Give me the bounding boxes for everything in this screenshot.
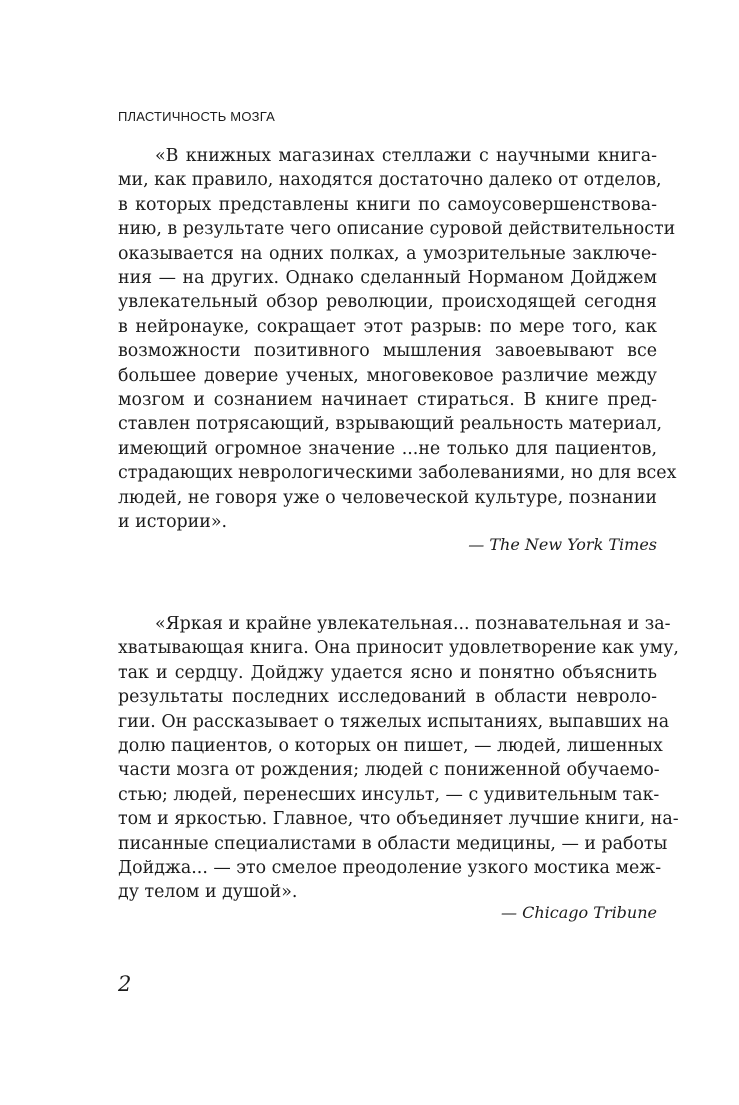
quote-line: возможности позитивного мышления завоевывают все bbox=[118, 341, 657, 362]
quote-line: хватывающая книга. Она приносит удовлетворение как уму, bbox=[118, 638, 679, 659]
quote-line: так и сердцу. Дойджу удается ясно и понятно объяснить bbox=[118, 662, 657, 683]
quote-line: и истории». bbox=[118, 512, 228, 533]
quote-line: ставлен потрясающий, взрывающий реальность материал, bbox=[118, 414, 663, 435]
quote-line: увлекательный обзор революции, происходящей сегодня bbox=[118, 292, 657, 313]
quote-line: большее доверие ученых, многовековое различие между bbox=[118, 365, 657, 386]
quote-line: гии. Он рассказывает о тяжелых испытаниях, выпавших на bbox=[118, 711, 670, 732]
attribution-chicago-tribune: — Chicago Tribune bbox=[501, 903, 657, 922]
quote-line: оказывается на одних полках, а умозрительные заключе- bbox=[118, 243, 657, 264]
quote-line: мозгом и сознанием начинает стираться. В книге пред- bbox=[118, 390, 657, 411]
running-head: ПЛАСТИЧНОСТЬ МОЗГА bbox=[118, 109, 275, 124]
quote-line: ду телом и душой». bbox=[118, 882, 298, 903]
quote-line: людей, не говоря уже о человеческой культуре, познании bbox=[118, 487, 657, 508]
page-number: 2 bbox=[118, 972, 132, 996]
review-quote-nyt bbox=[118, 144, 677, 535]
quote-line: «Яркая и крайне увлекательная... познавательная и за- bbox=[155, 614, 671, 634]
quote-line: в которых представлены книги по самоусовершенствова- bbox=[118, 194, 657, 215]
quote-line: том и яркостью. Главное, что объединяет лучшие книги, на- bbox=[118, 809, 679, 830]
quote-line: ния — на других. Однако сделанный Норманом Дойджем bbox=[118, 268, 657, 289]
review-quote-chicago-tribune bbox=[118, 612, 679, 905]
quote-line: результаты последних исследований в области невроло- bbox=[118, 687, 657, 708]
attribution-nyt: — The New York Times bbox=[468, 535, 657, 554]
quote-line: Дойджа... — это смелое преодоление узкого мостика меж- bbox=[118, 858, 662, 879]
quote-line: в нейронауке, сокращает этот разрыв: по мере того, как bbox=[118, 316, 657, 337]
quote-line: писанные специалистами в области медицины, — и работы bbox=[118, 833, 668, 854]
quote-line: долю пациентов, о которых он пишет, — людей, лишенных bbox=[118, 736, 663, 757]
quote-line: части мозга от рождения; людей с пониженной обучаемо- bbox=[118, 760, 660, 781]
quote-line: страдающих неврологическими заболеваниями, но для всех bbox=[118, 463, 677, 484]
quote-line: нию, в результате чего описание суровой действительности bbox=[118, 219, 676, 240]
quote-line: ми, как правило, находятся достаточно далеко от отделов, bbox=[118, 170, 662, 191]
quote-line: стью; людей, перенесших инсульт, — с удивительным так- bbox=[118, 784, 660, 805]
quote-line: имеющий огромное значение ...не только для пациентов, bbox=[118, 438, 657, 459]
quote-line: «В книжных магазинах стеллажи с научными книга- bbox=[155, 146, 657, 166]
